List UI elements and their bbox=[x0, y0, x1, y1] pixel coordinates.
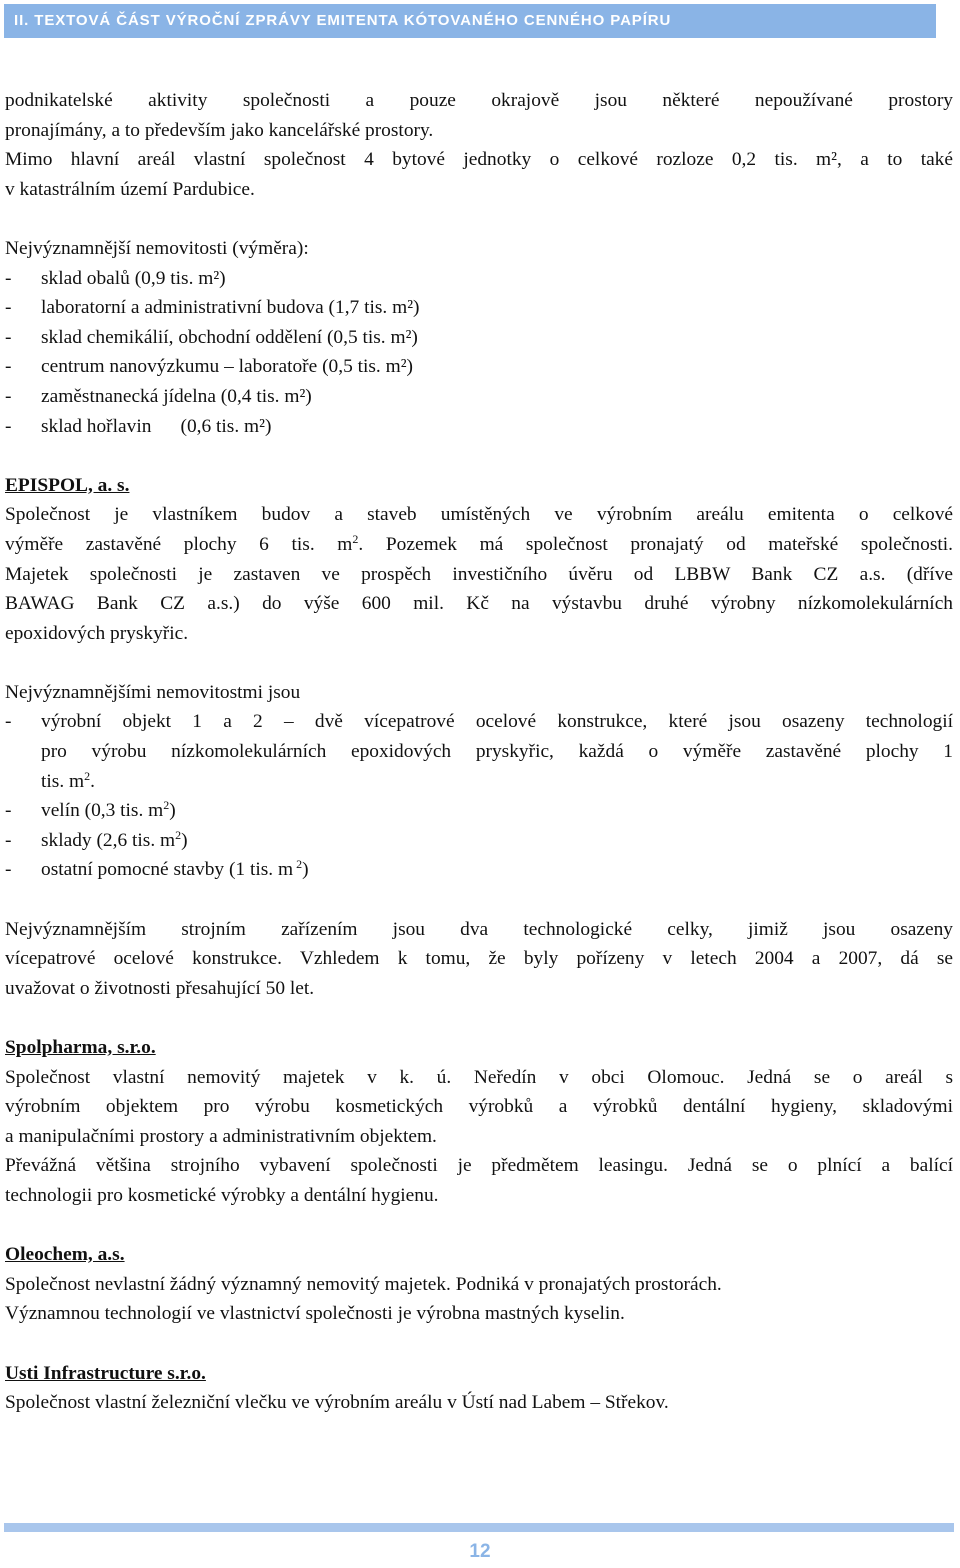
list-item: - zaměstnanecká jídelna (0,4 tis. m²) bbox=[5, 385, 312, 407]
paragraph-line: výměře zastavěné plochy 6 tis. $m^2$. Pozemek má společnost pronajatý od mateřské společnosti. bbox=[5, 531, 953, 555]
intro-line: podnikatelské aktivity společnosti a pouze okrajově jsou některé nepoužívané prostory bbox=[5, 90, 953, 111]
list-item: - sklad hořlavin (0,6 tis. m²) bbox=[5, 415, 272, 437]
paragraph-line: Majetek společnosti je zastaven ve prospěch investičního úvěru od LBBW Bank CZ a.s. (dříve bbox=[5, 563, 953, 585]
paragraph-line: uvažovat o životnosti přesahující 50 let. bbox=[5, 977, 315, 999]
paragraph-line: Společnost vlastní nemovitý majetek v k. ú. Neředín v obci Olomouc. Jedná se o areál s bbox=[5, 1066, 953, 1088]
intro-line: Mimo hlavní areál vlastní společnost 4 bytové jednotky o celkové rozloze 0,2 tis. m², a to také bbox=[5, 149, 953, 171]
paragraph-line: BAWAG Bank CZ a.s.) do výše 600 mil. Kč na výstavbu druhé výrobny nízkomolekulárních bbox=[5, 593, 953, 615]
list-item: - sklady (2,6 tis. $m^2$) bbox=[5, 827, 188, 851]
section-heading-epispol: EPISPOL, a. s. bbox=[5, 474, 130, 496]
property-list-title: Nejvýznamnějšími nemovitostmi jsou bbox=[5, 681, 301, 703]
paragraph-line: Společnost vlastní železniční vlečku ve výrobním areálu v Ústí nad Labem – Střekov. bbox=[5, 1392, 669, 1414]
footer-bar bbox=[4, 1523, 954, 1532]
paragraph-line: Společnost nevlastní žádný významný nemovitý majetek. Podniká v pronajatých prostorách. bbox=[5, 1273, 722, 1295]
list-item: - laboratorní a administrativní budova (1,7 tis. m²) bbox=[5, 297, 420, 319]
list-item-continuation: pro výrobu nízkomolekulárních epoxidových pryskyřic, každá o výměře zastavěné plochy 1 bbox=[41, 741, 953, 763]
paragraph-line: Společnost je vlastníkem budov a staveb umístěných ve výrobním areálu emitenta o celkové bbox=[5, 504, 953, 526]
paragraph-line: výrobním objektem pro výrobu kosmetických výrobků a výrobků dentální hygieny, skladovými bbox=[5, 1096, 953, 1118]
list-item: - sklad obalů (0,9 tis. m²) bbox=[5, 267, 226, 289]
section-heading-spolpharma: Spolpharma, s.r.o. bbox=[5, 1037, 156, 1058]
list-item: - centrum nanovýzkumu – laboratoře (0,5 tis. m²) bbox=[5, 356, 413, 378]
header-bar bbox=[4, 4, 936, 38]
paragraph-line: vícepatrové ocelové konstrukce. Vzhledem k tomu, že byly pořízeny v letech 2004 a 2007, dá se bbox=[5, 948, 953, 970]
list-item: - ostatní pomocné stavby (1 tis. m $^2$) bbox=[5, 857, 309, 881]
section-heading-oleochem: Oleochem, a.s. bbox=[5, 1244, 125, 1266]
list-item: - výrobní objekt 1 a 2 – dvě vícepatrové ocelové konstrukce, které jsou osazeny technologií bbox=[5, 711, 953, 733]
paragraph-line: technologii pro kosmetické výrobky a dentální hygienu. bbox=[5, 1184, 439, 1206]
paragraph-line: Významnou technologií ve vlastnictví společnosti je výrobna mastných kyselin. bbox=[5, 1303, 625, 1325]
section-heading-usti: Usti Infrastructure s.r.o. bbox=[5, 1362, 206, 1384]
page-number: 12 bbox=[469, 1541, 491, 1562]
document-body bbox=[5, 86, 953, 1418]
paragraph-line: Převážná většina strojního vybavení společnosti je předmětem leasingu. Jedná se o plnící a balící bbox=[5, 1155, 953, 1177]
property-list-title: Nejvýznamnější nemovitosti (výměra): bbox=[5, 237, 309, 259]
paragraph-line: a manipulačními prostory a administrativním objektem. bbox=[5, 1125, 437, 1147]
intro-line: v katastrálním území Pardubice. bbox=[5, 178, 255, 200]
intro-line: pronajímány, a to především jako kancelářské prostory. bbox=[5, 119, 434, 141]
list-item-continuation: tis. $m^2$. bbox=[41, 768, 95, 792]
list-item: - velín (0,3 tis. $m^2$) bbox=[5, 798, 176, 822]
paragraph-line: epoxidových pryskyřic. bbox=[5, 622, 189, 644]
list-item: - sklad chemikálií, obchodní oddělení (0,5 tis. m²) bbox=[5, 326, 418, 348]
paragraph-line: Nejvýznamnějším strojním zařízením jsou dva technologické celky, jimiž jsou osazeny bbox=[5, 918, 953, 940]
page-header-title: II. TEXTOVÁ ČÁST VÝROČNÍ ZPRÁVY EMITENTA KÓTOVANÉHO CENNÉHO PAPÍRU bbox=[14, 12, 672, 29]
